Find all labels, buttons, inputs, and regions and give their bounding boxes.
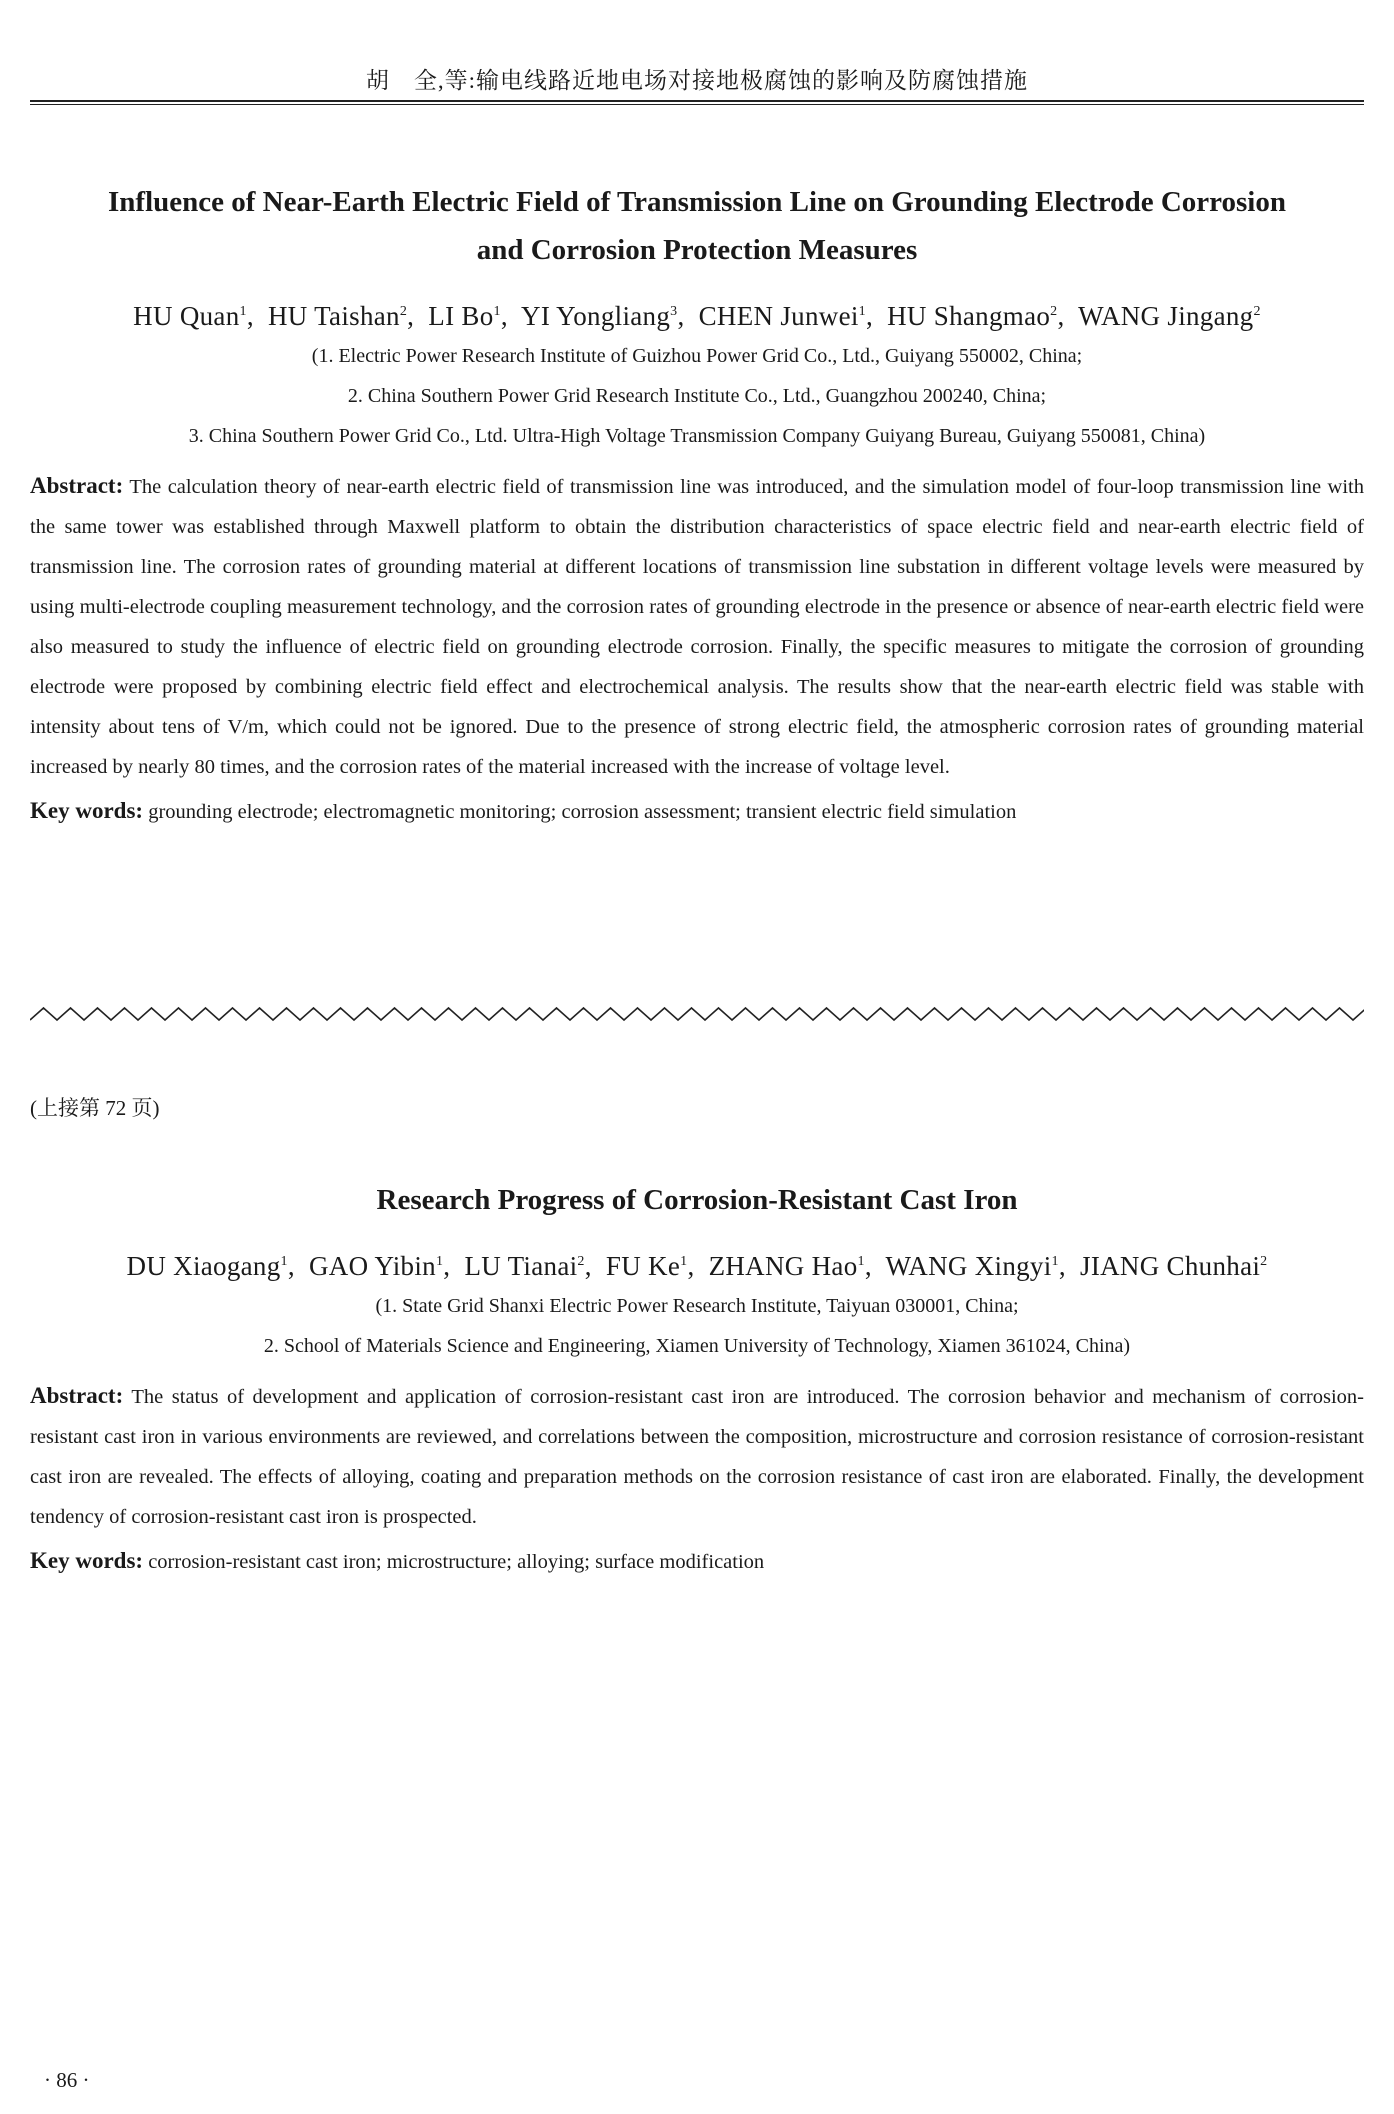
page-number: · 86 · xyxy=(44,2068,90,2092)
keywords-label: Key words: xyxy=(30,798,144,823)
author: FU Ke$^1$ xyxy=(605,1251,688,1281)
author: CHEN Junwei$^1$ xyxy=(698,301,866,331)
author: LI Bo$^1$ xyxy=(428,301,501,331)
article-1 xyxy=(30,178,1364,832)
article-1-authors: HU Quan$^1$, HU Taishan$^2$, LI Bo$^1$, YI Yongliang$^3$, CHEN Junwei$^1$, HU Shangmao$^2$, WANG Jingang$^2$ xyxy=(133,301,1261,331)
author: LU Tianai$^2$ xyxy=(464,1251,585,1281)
keywords-text: corrosion-resistant cast iron; microstructure; alloying; surface modification xyxy=(148,1551,765,1573)
affiliation: 2. China Southern Power Grid Research Institute Co., Ltd., Guangzhou 200240, China; xyxy=(347,385,1047,407)
author: HU Shangmao$^2$ xyxy=(887,301,1058,331)
article-1-title-line2: and Corrosion Protection Measures xyxy=(476,234,918,266)
author: HU Taishan$^2$ xyxy=(267,301,408,331)
continued-from-note: (上接第 72 页) xyxy=(30,1096,160,1120)
author: JIANG Chunhai$^2$ xyxy=(1080,1251,1268,1281)
article-2-keywords xyxy=(30,1541,1364,1582)
header-rule xyxy=(30,100,1364,102)
author: WANG Jingang$^2$ xyxy=(1078,301,1261,331)
article-2-authors: DU Xiaogang$^1$, GAO Yibin$^1$, LU Tianai$^2$, FU Ke$^1$, ZHANG Hao$^1$, WANG Xingyi$^1$, JIANG Chunhai$^2$ xyxy=(126,1251,1268,1281)
affiliation: (1. State Grid Shanxi Electric Power Research Institute, Taiyuan 030001, China; xyxy=(375,1295,1019,1317)
abstract-text: The calculation theory of near-earth electric field of transmission line was introduced, and the simulation model of four-loop transmission line with the same tower was established through Maxwell platform to obtain the distribution characteristics of space electric field and near-earth electric field of transmission line. The corrosion rates of grounding material at different locations of transmission line substation in different voltage levels were measured by using multi-electrode coupling measurement technology, and the corrosion rates of grounding electrode in the presence or absence of near-earth electric field were also measured to study the influence of electric field on grounding electrode corrosion. Finally, the specific measures to mitigate the corrosion of grounding electrode were proposed by combining electric field effect and electrochemical analysis. The results show that the near-earth electric field was stable with intensity about tens of V/m, which could not be ignored. Due to the presence of strong electric field, the atmospheric corrosion rates of grounding material increased by nearly 80 times, and the corrosion rates of the material increased with the increase of voltage level. xyxy=(30,476,1364,778)
article-1-title xyxy=(30,178,1364,274)
keywords-label: Key words: xyxy=(30,1548,144,1573)
article-2-title: Research Progress of Corrosion-Resistant Cast Iron xyxy=(376,1184,1018,1216)
author: HU Quan$^1$ xyxy=(133,301,247,331)
article-1-abstract xyxy=(30,466,1364,787)
keywords-text: grounding electrode; electromagnetic monitoring; corrosion assessment; transient electric field simulation xyxy=(148,801,1017,823)
article-1-keywords xyxy=(30,791,1364,832)
author: WANG Xingyi$^1$ xyxy=(885,1251,1059,1281)
affiliation: (1. Electric Power Research Institute of Guizhou Power Grid Co., Ltd., Guiyang 550002, China; xyxy=(311,345,1083,367)
affiliation: 2. School of Materials Science and Engineering, Xiamen University of Technology, Xiamen 361024, China) xyxy=(263,1335,1131,1357)
abstract-text: The status of development and application of corrosion-resistant cast iron are introduced. The corrosion behavior and mechanism of corrosion-resistant cast iron in various environments are reviewed, and correlations between the composition, microstructure and corrosion resistance of corrosion-resistant cast iron are revealed. The effects of alloying, coating and preparation methods on the corrosion resistance of cast iron are elaborated. Finally, the development tendency of corrosion-resistant cast iron is prospected. xyxy=(30,1386,1364,1528)
affiliation: 3. China Southern Power Grid Co., Ltd. Ultra-High Voltage Transmission Company Guiyang Bureau, Guiyang 550081, China) xyxy=(188,425,1206,447)
running-header: 胡 全,等:输电线路近地电场对接地极腐蚀的影响及防腐蚀措施 xyxy=(365,68,1029,93)
author: YI Yongliang$^3$ xyxy=(521,301,678,331)
article-1-title-line1: Influence of Near-Earth Electric Field of Transmission Line on Grounding Electrode Corrosion xyxy=(108,186,1286,218)
article-2-abstract xyxy=(30,1376,1364,1537)
article-2 xyxy=(30,1176,1364,1582)
author: GAO Yibin$^1$ xyxy=(309,1251,444,1281)
abstract-label: Abstract: xyxy=(30,473,124,498)
header-rule-thin xyxy=(30,104,1364,105)
abstract-label: Abstract: xyxy=(30,1383,124,1408)
author: ZHANG Hao$^1$ xyxy=(708,1251,865,1281)
zigzag-divider xyxy=(30,1006,1364,1022)
author: DU Xiaogang$^1$ xyxy=(126,1251,288,1281)
